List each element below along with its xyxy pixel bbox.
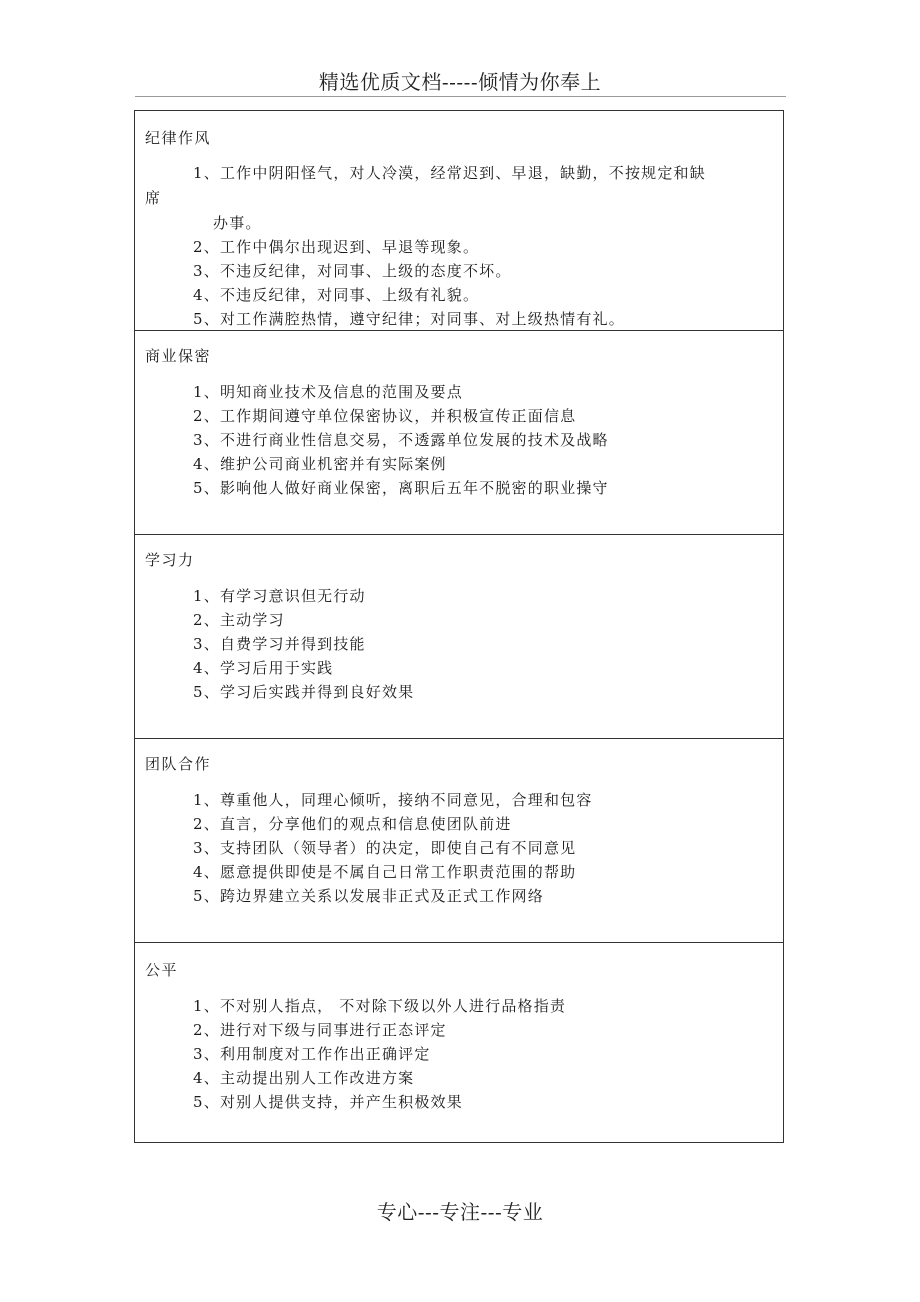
list-item: 1、工作中阴阳怪气，对人冷漠，经常迟到、早退，缺勤，不按规定和缺 bbox=[193, 164, 706, 182]
page-header: 精选优质文档-----倾情为你奉上 bbox=[318, 70, 602, 94]
list-item: 1、有学习意识但无行动 bbox=[193, 587, 366, 605]
section-title: 商业保密 bbox=[145, 347, 212, 365]
section-title: 学习力 bbox=[145, 551, 195, 569]
list-item: 4、维护公司商业机密并有实际案例 bbox=[193, 455, 447, 473]
list-item: 5、跨边界建立关系以发展非正式及正式工作网络 bbox=[193, 887, 544, 905]
list-item: 1、不对别人指点， 不对除下级以外人进行品格指责 bbox=[193, 997, 567, 1015]
section-fairness bbox=[135, 942, 783, 1144]
list-item-continuation: 办事。 bbox=[213, 214, 262, 232]
section-learning bbox=[135, 534, 783, 738]
list-item: 1、明知商业技术及信息的范围及要点 bbox=[193, 383, 463, 401]
criteria-table bbox=[134, 110, 784, 1143]
list-item: 4、愿意提供即使是不属自己日常工作职责范围的帮助 bbox=[193, 863, 577, 881]
list-item: 3、自费学习并得到技能 bbox=[193, 635, 366, 653]
list-item: 2、进行对下级与同事进行正态评定 bbox=[193, 1021, 447, 1039]
list-item: 2、主动学习 bbox=[193, 611, 285, 629]
list-item: 4、学习后用于实践 bbox=[193, 659, 334, 677]
list-item: 2、直言，分享他们的观点和信息使团队前进 bbox=[193, 815, 512, 833]
list-item: 5、学习后实践并得到良好效果 bbox=[193, 683, 415, 701]
section-discipline bbox=[135, 111, 783, 330]
list-item: 3、支持团队（领导者）的决定，即使自己有不同意见 bbox=[193, 839, 577, 857]
section-title: 团队合作 bbox=[145, 755, 212, 773]
header-divider bbox=[135, 96, 786, 97]
section-teamwork bbox=[135, 738, 783, 942]
list-item: 3、不进行商业性信息交易，不透露单位发展的技术及战略 bbox=[193, 431, 609, 449]
list-item: 5、影响他人做好商业保密，离职后五年不脱密的职业操守 bbox=[193, 479, 609, 497]
list-item: 5、对工作满腔热情，遵守纪律；对同事、对上级热情有礼。 bbox=[193, 310, 625, 328]
list-item: 1、尊重他人，同理心倾听，接纳不同意见，合理和包容 bbox=[193, 791, 593, 809]
list-item: 5、对别人提供支持，并产生积极效果 bbox=[193, 1093, 463, 1111]
section-title: 公平 bbox=[145, 961, 179, 979]
list-item: 3、利用制度对工作作出正确评定 bbox=[193, 1045, 431, 1063]
page-footer: 专心---专注---专业 bbox=[376, 1200, 544, 1224]
list-item: 3、不违反纪律，对同事、上级的态度不坏。 bbox=[193, 262, 512, 280]
section-title: 纪律作风 bbox=[145, 129, 212, 147]
list-item: 4、不违反纪律，对同事、上级有礼貌。 bbox=[193, 286, 480, 304]
list-item: 4、主动提出别人工作改进方案 bbox=[193, 1069, 415, 1087]
list-item: 2、工作期间遵守单位保密协议，并积极宣传正面信息 bbox=[193, 407, 577, 425]
list-item-continuation: 席 bbox=[145, 189, 162, 207]
section-confidentiality bbox=[135, 330, 783, 534]
list-item: 2、工作中偶尔出现迟到、早退等现象。 bbox=[193, 238, 480, 256]
